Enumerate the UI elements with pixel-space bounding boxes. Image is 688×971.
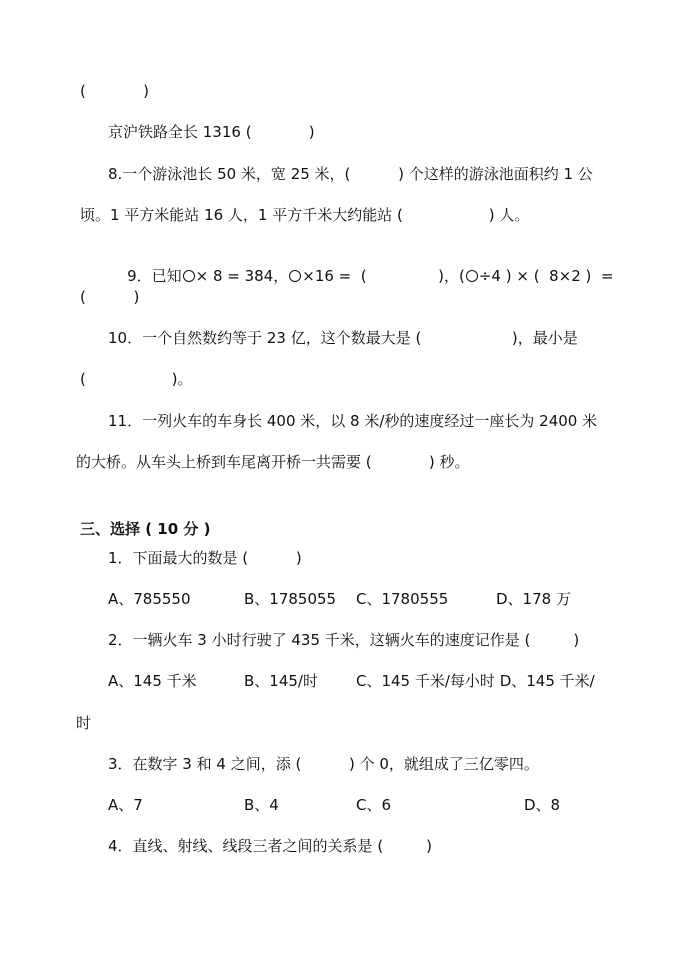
question-line: 京沪铁路全长 1316 ( ) (108, 123, 315, 141)
choice-option: A、145 千米 (108, 672, 197, 690)
question-9-line (108, 246, 613, 306)
choice-question-3: 3．在数字 3 和 4 之间，添 ( ) 个 0，就组成了三亿零四。 (108, 755, 539, 773)
circle-symbol-icon (183, 270, 195, 282)
choice-option: A、7 (108, 796, 143, 814)
answer-blank-line: ( ) (80, 82, 149, 100)
question-9-part-b: × 8 = 384， (195, 267, 289, 285)
choice-question-2: 2．一辆火车 3 小时行驶了 435 千米，这辆火车的速度记作是 ( ) (108, 631, 580, 649)
choice-option: D、8 (524, 796, 561, 814)
question-9-part-a: 9．已知 (127, 267, 182, 285)
choice-option: A、785550 (108, 590, 191, 608)
choice-question-1: 1．下面最大的数是 ( ) (108, 549, 302, 567)
choice-option: C、145 千米/每小时 D、145 千米/ (356, 672, 595, 690)
question-9-part-d: ÷4 ) × ( 8×2 ) = (478, 267, 614, 285)
question-8-line-2: 顷。1 平方米能站 16 人，1 平方千米大约能站 ( ) 人。 (80, 206, 530, 224)
choice-option: B、1785055 (244, 590, 337, 608)
question-8-line-1: 8.一个游泳池长 50 米，宽 25 米，( ) 个这样的游泳池面积约 1 公 (108, 165, 593, 183)
answer-blank-line: ( ) (80, 288, 140, 306)
question-11-line-2: 的大桥。从车头上桥到车尾离开桥一共需要 ( ) 秒。 (76, 453, 470, 471)
question-10-line-1: 10．一个自然数约等于 23 亿，这个数最大是 ( )，最小是 (108, 329, 578, 347)
question-9-part-c: ×16 = ( )，( (302, 267, 465, 285)
choice-option: D、178 万 (496, 590, 571, 608)
question-10-line-2: ( )。 (80, 370, 193, 388)
choice-option: C、6 (356, 796, 392, 814)
circle-symbol-icon (289, 270, 301, 282)
choice-option-wrap: 时 (76, 714, 92, 732)
choice-option: B、4 (244, 796, 279, 814)
circle-symbol-icon (466, 270, 478, 282)
section-3-title: 三、选择 ( 10 分 ) (80, 520, 211, 538)
choice-question-4: 4．直线、射线、线段三者之间的关系是 ( ) (108, 837, 432, 855)
question-11-line-1: 11．一列火车的车身长 400 米，以 8 米/秒的速度经过一座长为 2400 米 (108, 412, 598, 430)
choice-option: C、1780555 (356, 590, 449, 608)
choice-option: B、145/时 (244, 672, 318, 690)
